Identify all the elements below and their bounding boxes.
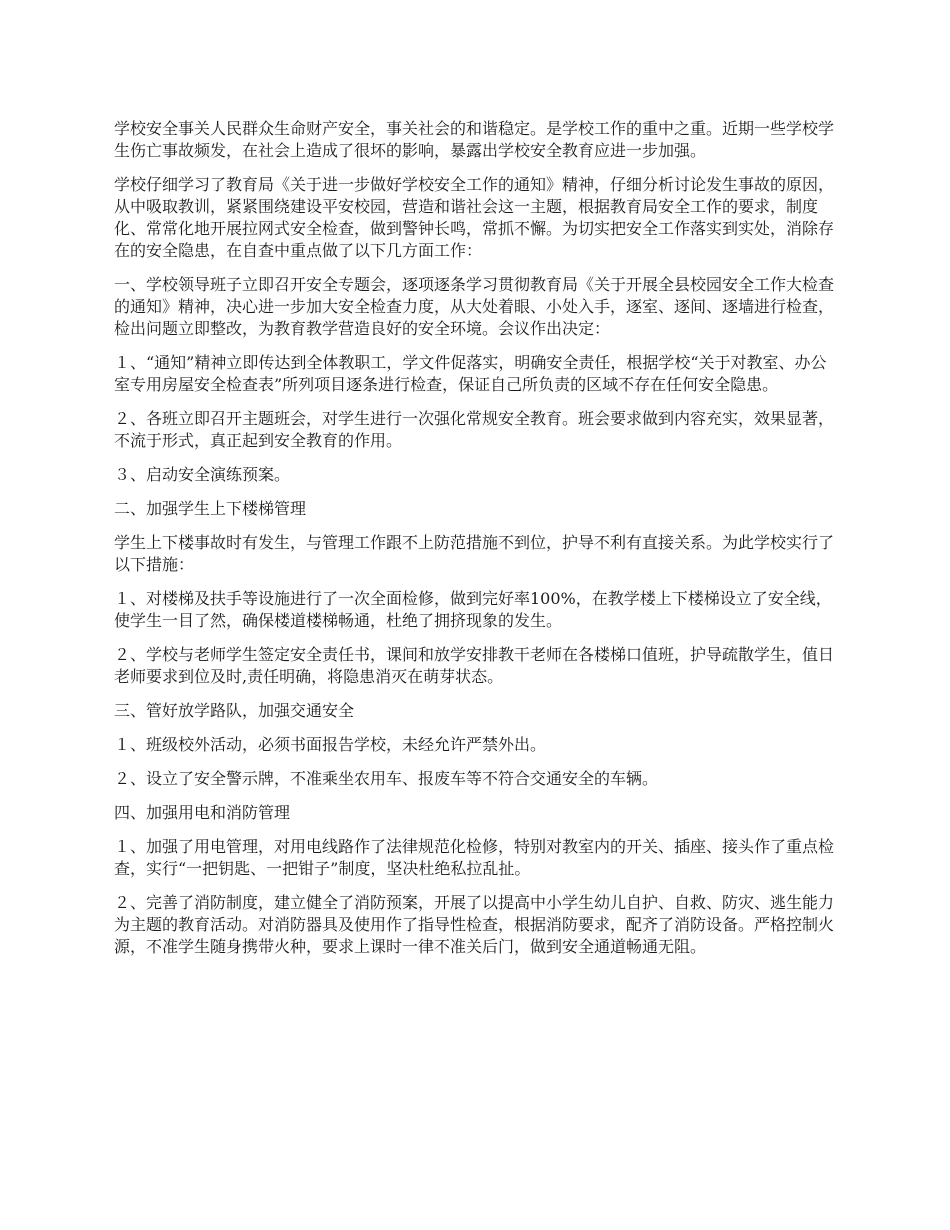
section-1-item-3: ３、启动安全演练预案。 — [114, 465, 291, 484]
section-4-item-2: ２、完善了消防制度，建立健全了消防预案，开展了以提高中小学生幼儿自护、自救、防灾、逃生能力为主题的教育活动。对消防器具及使用作了指导性检查，根据消防要求，配齐了消防设备。严格控制火源，不准学生随身携带火种，要求上课时一律不准关后门，做到安全通道畅通无阻。 — [114, 893, 835, 956]
section-1-item-2: ２、各班立即召开主题班会，对学生进行一次强化常规安全教育。班会要求做到内容充实，效果显著，不流于形式，真正起到安全教育的作用。 — [114, 409, 835, 450]
section-3-heading: 三、管好放学路队，加强交通安全 — [114, 701, 355, 720]
section-2-item-2: ２、学校与老师学生签定安全责任书，课间和放学安排教干老师在各楼梯口值班，护导疏散学生，值日老师要求到位及时,责任明确，将隐患消灭在萌芽状态。 — [114, 645, 835, 686]
section-2-heading: 二、加强学生上下楼梯管理 — [114, 499, 307, 518]
section-3-item-2: ２、设立了安全警示牌，不准乘坐农用车、报废车等不符合交通安全的车辆。 — [114, 769, 659, 788]
section-1-paragraph: 一、学校领导班子立即召开安全专题会，逐项逐条学习贯彻教育局《关于开展全县校园安全工作大检查的通知》精神，决心进一步加大安全检查力度，从大处着眼、小处入手，逐室、逐间、逐墙进行检查，检出问题立即整改，为教育教学营造良好的安全环境。会议作出决定： — [114, 275, 835, 338]
section-4-item-1: １、加强了用电管理，对用电线路作了法律规范化检修，特别对教室内的开关、插座、接头作了重点检查，实行“一把钥匙、一把钳子”制度，坚决杜绝私拉乱扯。 — [114, 837, 835, 878]
section-1-item-1: １、“通知”精神立即传达到全体教职工，学文件促落实，明确安全责任，根据学校“关于对教室、办公室专用房屋安全检查表”所列项目逐条进行检查，保证自己所负责的区域不存在任何安全隐患。 — [114, 353, 827, 394]
document-body — [114, 118, 840, 970]
section-3-item-1: １、班级校外活动，必须书面报告学校，未经允许严禁外出。 — [114, 735, 547, 754]
intro-paragraph: 学校安全事关人民群众生命财产安全，事关社会的和谐稳定。是学校工作的重中之重。近期一些学校学生伤亡事故频发，在社会上造成了很坏的影响，暴露出学校安全教育应进一步加强。 — [114, 119, 835, 160]
background-paragraph: 学校仔细学习了教育局《关于进一步做好学校安全工作的通知》精神，仔细分析讨论发生事故的原因，从中吸取教训，紧紧围绕建设平安校园，营造和谐社会这一主题，根据教育局安全工作的要求，制度化、常常化地开展拉网式安全检查，做到警钟长鸣，常抓不懈。为切实把安全工作落实到实处，消除存在的安全隐患，在自查中重点做了以下几方面工作： — [114, 175, 835, 260]
section-2-paragraph: 学生上下楼事故时有发生，与管理工作跟不上防范措施不到位，护导不利有直接关系。为此学校实行了以下措施： — [114, 533, 835, 574]
section-4-heading: 四、加强用电和消防管理 — [114, 803, 291, 822]
section-2-item-1: １、对楼梯及扶手等设施进行了一次全面检修，做到完好率100%，在教学楼上下楼梯设立了安全线，使学生一目了然，确保楼道楼梯畅通，杜绝了拥挤现象的发生。 — [114, 589, 832, 630]
